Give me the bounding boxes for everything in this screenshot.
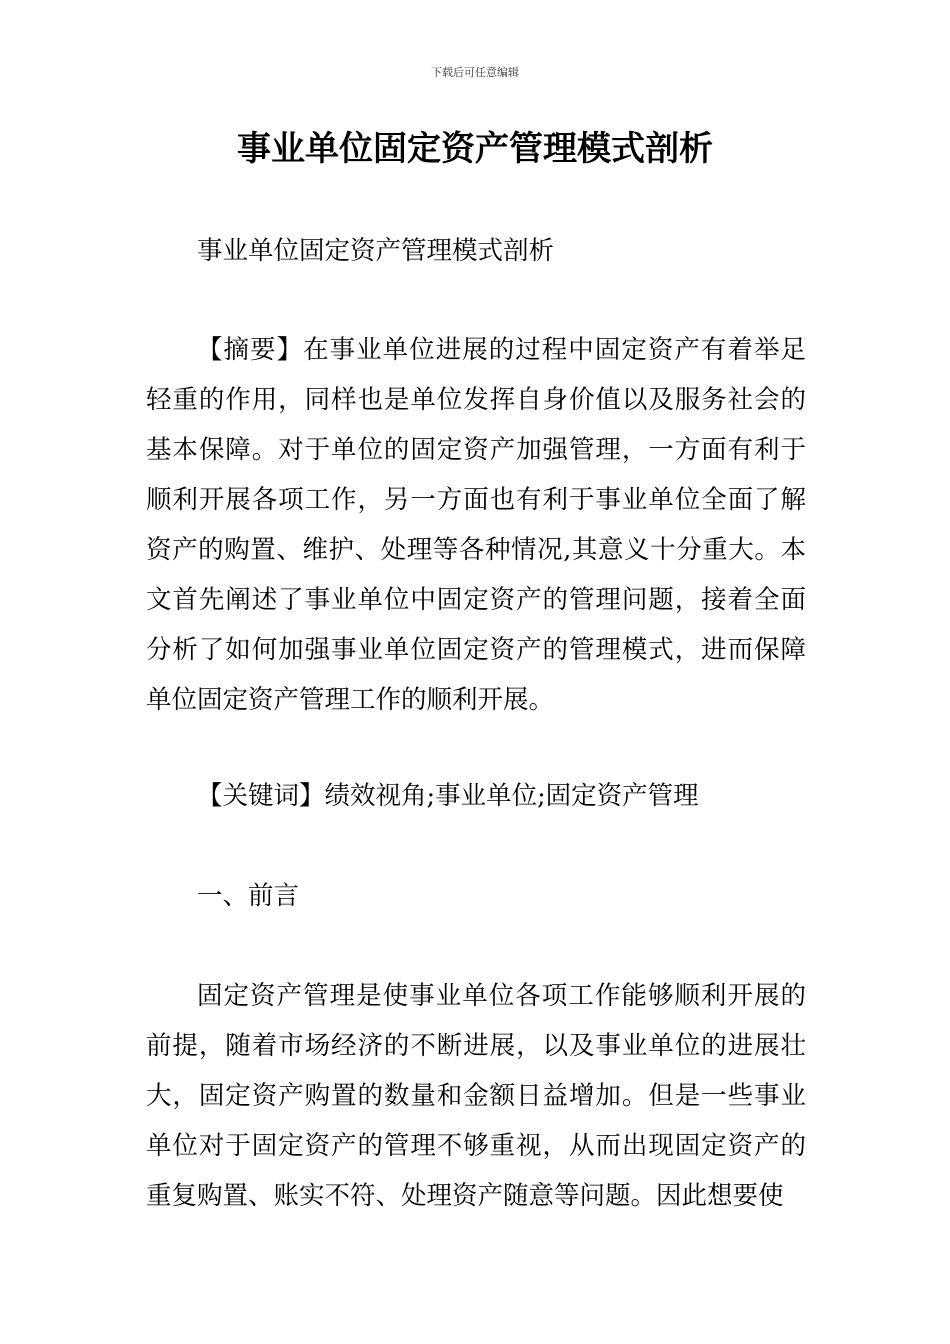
body-paragraph: 固定资产管理是使事业单位各项工作能够顺利开展的前提，随着市场经济的不断进展，以及事业单位的进展壮大，固定资产购置的数量和金额日益增加。但是一些事业单位对于固定资产的管理不够重视，从而出现固定资产的重复购置、账实不符、处理资产随意等问题。因此想要使	[146, 981, 806, 1211]
abstract-paragraph: 【摘要】在事业单位进展的过程中固定资产有着举足轻重的作用，同样也是单位发挥自身价值以及服务社会的基本保障。对于单位的固定资产加强管理，一方面有利于顺利开展各项工作，另一方面也有利于事业单位全面了解资产的购置、维护、处理等各种情况,其意义十分重大。本文首先阐述了事业单位中固定资产的管理问题，接着全面分析了如何加强事业单位固定资产的管理模式，进而保障单位固定资产管理工作的顺利开展。	[146, 335, 806, 715]
section-heading: 一、前言	[197, 881, 300, 911]
header-note: 下载后可任意编辑	[431, 66, 519, 79]
keywords-paragraph: 【关键词】绩效视角;事业单位;固定资产管理	[197, 781, 699, 811]
document-title: 事业单位固定资产管理模式剖析	[237, 129, 713, 169]
document-subtitle: 事业单位固定资产管理模式剖析	[197, 236, 555, 266]
